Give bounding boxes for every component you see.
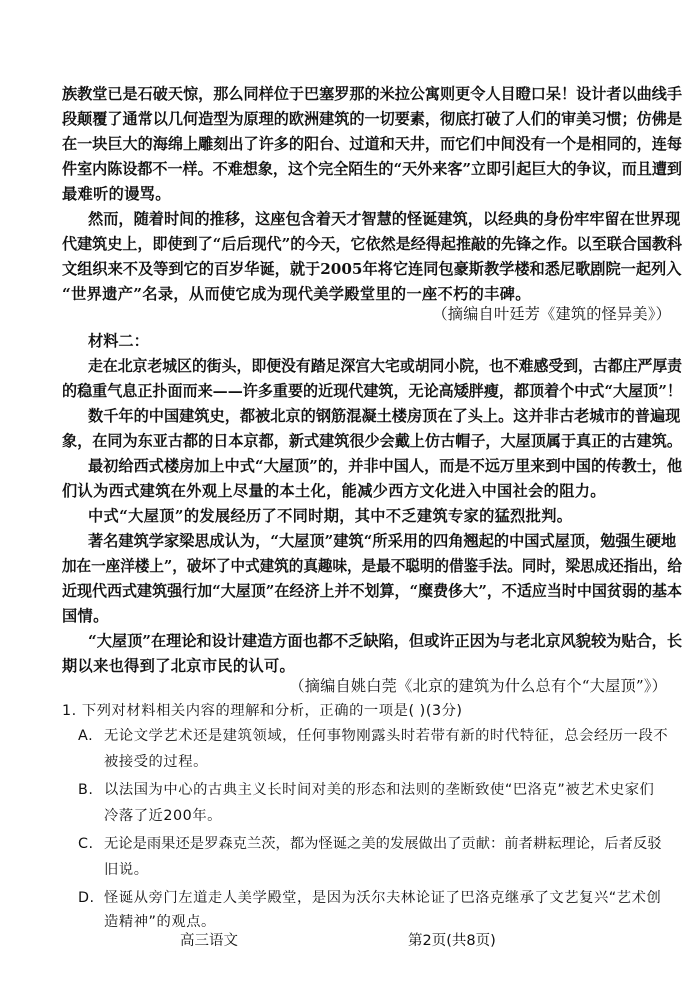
passage1-line: 最难听的谩骂。 — [62, 185, 171, 203]
option-b-text-cont[interactable]: 冷落了近200年。 — [104, 808, 223, 824]
passage2-line: “大屋顶”在理论和设计建造方面也都不乏缺陷，但或许正因为与老北京风貌较为贴合，长 — [88, 632, 683, 650]
passage1-line: 文组织来不及等到它的百岁华诞，就于2005年将它连同包豪斯教学楼和悉尼歌剧院一起列入 — [62, 260, 682, 278]
option-d-letter[interactable]: D. — [78, 890, 95, 906]
option-d-text[interactable]: 怪诞从旁门左道走人美学殿堂，是因为沃尔夫林论证了巴洛克继承了文艺复兴“艺术创 — [104, 890, 662, 906]
question-stem: 1. 下列对材料相关内容的理解和分析，正确的一项是( )(3分) — [62, 703, 463, 719]
option-c-letter[interactable]: C. — [78, 836, 94, 852]
option-d-text-cont[interactable]: 造精神”的观点。 — [104, 914, 216, 930]
footer-subject: 高三语文 — [180, 933, 238, 949]
footer-page-number: 第2页(共8页) — [408, 933, 496, 949]
option-a-text[interactable]: 无论文学艺术还是建筑领域，任何事物刚露头时若带有新的时代特征，总会经历一段不 — [104, 728, 669, 744]
passage1-line: 件室内陈设都不一样。不难想象，这个完全陌生的“天外来客”立即引起巨大的争议，而且遭到 — [62, 160, 682, 178]
passage2-line: 最初给西式楼房加上中式“大屋顶”的，并非中国人，而是不远万里来到中国的传教士，他 — [88, 457, 683, 475]
passage2-line: 著名建筑学家梁思成认为，“大屋顶”建筑“所采用的四角翘起的中国式屋顶，勉强生硬地 — [88, 532, 677, 550]
passage2-line: 中式“大屋顶”的发展经历了不同时期，其中不乏建筑专家的猛烈批判。 — [88, 507, 573, 525]
passage2-heading: 材料二： — [88, 332, 149, 350]
passage1-line: 在一块巨大的海绵上雕刻出了许多的阳台、过道和天井，而它们中间没有一个是相同的，连每 — [62, 135, 683, 153]
passage2-line: 近现代西式建筑强行加“大屋顶”在经济上并不划算，“糜费侈大”，不适应当时中国贫弱的基本 — [62, 582, 682, 600]
option-a-text-cont[interactable]: 被接受的过程。 — [104, 754, 208, 770]
passage2-line: 期以来也得到了北京市民的认可。 — [62, 657, 296, 675]
passage2-line: 们认为西式建筑在外观上尽量的本土化，能减少西方文化进入中国社会的阻力。 — [62, 482, 606, 500]
passage2-source: （摘编自姚白莞《北京的建筑为什么总有个“大屋顶”》） — [289, 677, 667, 695]
passage2-line: 数千年的中国建筑史，都被北京的钢筋混凝土楼房顶在了头上。这并非古老城市的普遍现 — [88, 407, 681, 425]
passage1-source: （摘编自叶廷芳《建筑的怪异美》） — [432, 305, 671, 323]
option-a-letter[interactable]: A. — [78, 728, 94, 744]
passage2-line: 象，在同为东亚古都的日本京都，新式建筑很少会戴上仿古帽子，大屋顶属于真正的古建筑。 — [62, 432, 683, 450]
passage2-line: 走在北京老城区的街头，即便没有踏足深宫大宅或胡同小院，也不难感受到，古都庄严厚责 — [88, 357, 683, 375]
passage2-line: 加在一座洋楼上”，破坏了中式建筑的真趣味，是最不聪明的借鉴手法。同时，梁思成还指出，给 — [62, 557, 682, 575]
option-b-text[interactable]: 以法国为中心的古典主义长时间对美的形态和法则的垄断致使“巴洛克”被艺术史家们 — [104, 782, 655, 798]
passage2-line: 国情。 — [62, 607, 109, 625]
passage1-line: 段颠覆了通常以几何造型为原理的欧洲建筑的一切要素，彻底打破了人们的审美习惯；仿佛是 — [62, 110, 683, 128]
passage1-line: 族教堂已是石破天惊，那么同样位于巴塞罗那的米拉公寓则更令人目瞪口呆！设计者以曲线手 — [62, 85, 683, 103]
passage1-line: 代建筑史上，即使到了“后后现代”的今天，它依然是经得起推敲的先锋之作。以至联合国教科 — [62, 235, 682, 253]
option-c-text[interactable]: 无论是雨果还是罗森克兰茨，都为怪诞之美的发展做出了贡献：前者耕耘理论，后者反驳 — [104, 836, 662, 852]
option-b-letter[interactable]: B. — [78, 782, 94, 798]
option-c-text-cont[interactable]: 旧说。 — [104, 862, 149, 878]
passage1-line: “世界遗产”名录，从而使它成为现代美学殿堂里的一座不朽的丰碑。 — [62, 285, 531, 303]
passage1-line: 然而，随着时间的推移，这座包含着天才智慧的怪诞建筑，以经典的身份牢牢留在世界现 — [88, 210, 681, 228]
passage2-line: 的稳重气息正扑面而来——许多重要的近现代建筑，无论高矮胖瘦，都顶着个中式“大屋顶”！ — [62, 382, 682, 400]
